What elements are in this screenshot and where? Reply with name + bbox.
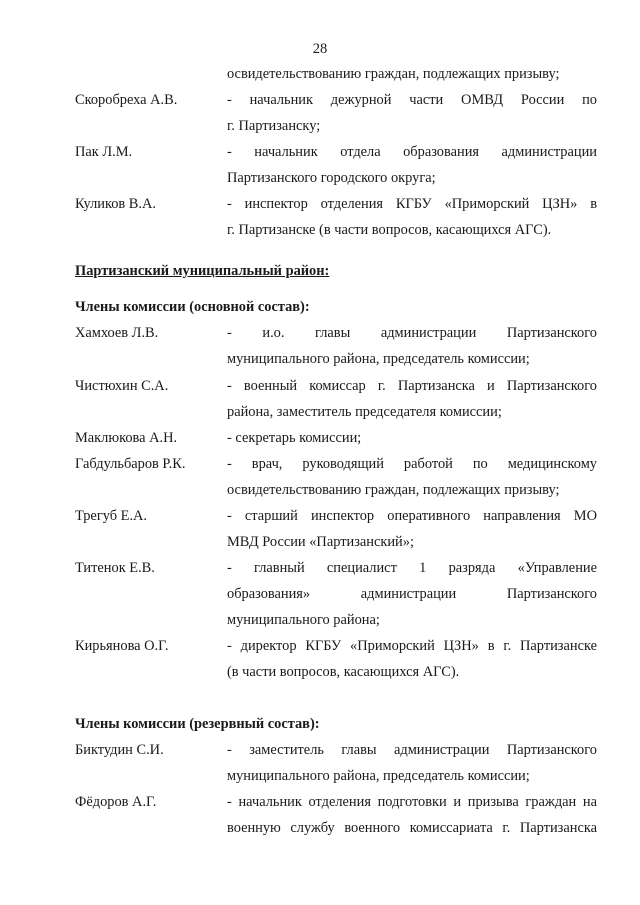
member-role: - начальник отдела образования администрации Партизанского городского округа; [227,144,597,186]
member-name: Трегуб Е.А. [75,508,148,524]
reserve-composition-heading: Члены комиссии (резервный состав): [75,716,320,732]
continuation-row [75,61,597,87]
member-role: - главный специалист 1 разряда «Управление образования» администрации Партизанского муниципального района; [227,560,597,628]
member-row [75,633,597,685]
member-row [75,555,597,633]
member-role: - начальник дежурной части ОМВД России по г. Партизанску; [227,92,597,134]
member-name: Фёдоров А.Г. [75,794,157,810]
member-name: Куликов В.А. [75,196,156,212]
member-row [75,425,597,451]
member-role: - и.о. главы администрации Партизанского муниципального района, председатель комиссии; [227,325,597,367]
member-name: Габдульбаров Р.К. [75,456,186,472]
member-name: Титенок Е.В. [75,560,155,576]
member-role: - военный комиссар г. Партизанска и Партизанского района, заместитель председателя комиссии; [227,378,597,420]
page-number: 28 [312,41,328,57]
member-role: - заместитель главы администрации Партизанского муниципального района, председатель комиссии; [227,742,597,784]
member-row [75,87,597,139]
member-row [75,451,597,503]
member-role: - начальник отделения подготовки и призыва граждан на военную службу военного комиссариата г. Партизанска [227,794,597,836]
member-role: - врач, руководящий работой по медицинскому освидетельствованию граждан, подлежащих призыву; [227,456,597,498]
member-role: - инспектор отделения КГБУ «Приморский ЦЗН» в г. Партизанске (в части вопросов, касающихся АГС). [227,196,597,238]
member-name: Кирьянова О.Г. [75,638,169,654]
member-name: Биктудин С.И. [75,742,164,758]
member-name: Маклюкова А.Н. [75,430,178,446]
member-role: - старший инспектор оперативного направления МО МВД России «Партизанский»; [227,508,597,550]
member-role: - директор КГБУ «Приморский ЦЗН» в г. Партизанске (в части вопросов, касающихся АГС). [227,638,597,680]
member-name: Чистюхин С.А. [75,378,169,394]
member-row [75,320,597,372]
member-role: - секретарь комиссии; [227,430,362,446]
member-name: Скоробреха А.В. [75,92,178,108]
member-row [75,139,597,191]
member-row [75,789,597,841]
main-composition-heading: Члены комиссии (основной состав): [75,299,310,315]
continuation-text: освидетельствованию граждан, подлежащих призыву; [227,66,560,82]
member-row [75,503,597,555]
member-row [75,737,597,789]
member-row [75,373,597,425]
member-name: Пак Л.М. [75,144,133,160]
member-name: Хамхоев Л.В. [75,325,159,341]
member-row [75,191,597,243]
district-heading: Партизанский муниципальный район: [75,263,330,279]
